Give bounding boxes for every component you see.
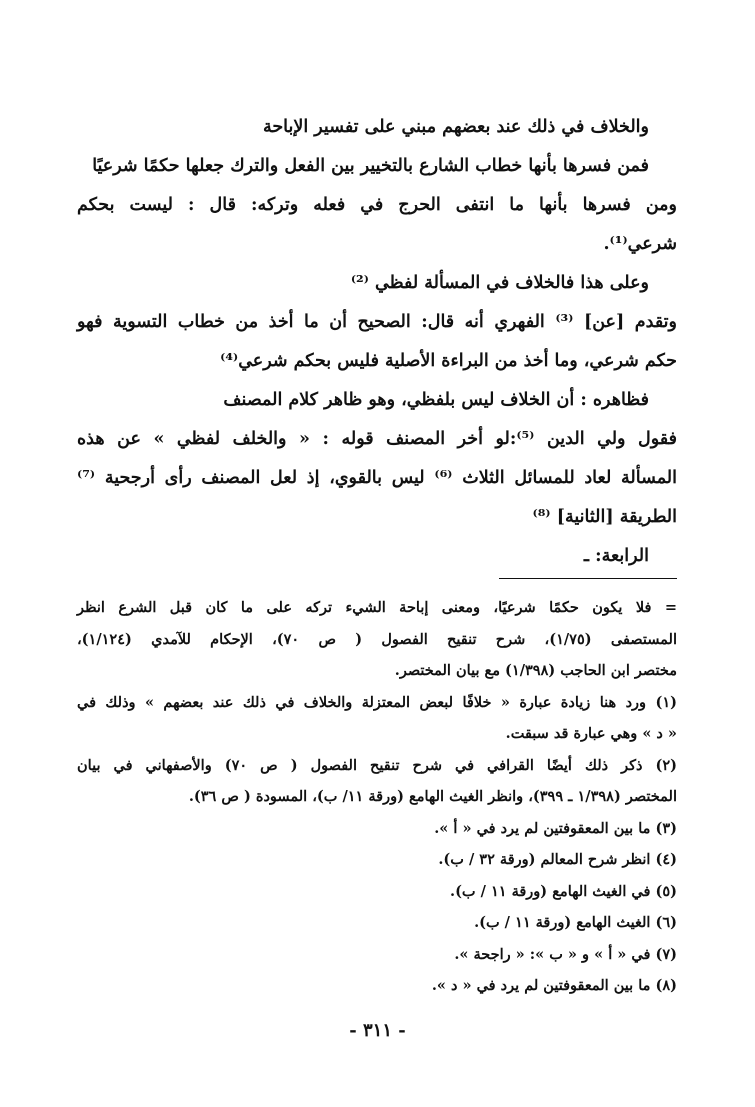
footnote-line: (٣) ما بين المعقوفتين لم يرد في « أ ».	[434, 819, 677, 837]
footnote-line: (٥) في الغيث الهامع (ورقة ١١ / ب).	[450, 882, 677, 900]
footnote-line: المستصفى (١/٧٥)، شرح تنقيح الفصول ( ص ٧٠)، الإحكام للآمدي (١/١٢٤)،	[77, 630, 678, 648]
main-line: حكم شرعي، وما أخذ من البراءة الأصلية فليس بحكم شرعي⁽⁴⁾	[220, 351, 677, 371]
footnote-line: « د » وهي عبارة قد سبقت.	[505, 725, 677, 742]
footnotes	[77, 592, 677, 1002]
main-line: فقول ولي الدين ⁽⁵⁾:لو أخر المصنف قوله : « والخلف لفظي » عن هذه	[77, 429, 677, 449]
main-line: الطريقة [الثانية] ⁽⁸⁾	[532, 507, 677, 527]
main-line: المسألة لعاد للمسائل الثلاث ⁽⁶⁾ ليس بالقوي، إذ لعل المصنف رأى أرجحية ⁽⁷⁾	[77, 468, 678, 488]
main-line: فظاهره : أن الخلاف ليس بلفظي، وهو ظاهر كلام المصنف	[223, 390, 649, 410]
main-line: ومن فسرها بأنها ما انتفى الحرج في فعله وتركه: قال : ليست بحكم	[77, 195, 677, 215]
footnote-line: (٧) في « أ » و « ب »: « راجحة ».	[454, 945, 677, 963]
main-line: فمن فسرها بأنها خطاب الشارع بالتخيير بين الفعل والترك جعلها حكمًا شرعيًا	[92, 156, 649, 176]
footnote-line: = فلا يكون حكمًا شرعيًا، ومعنى إباحة الشيء تركه على ما كان قبل الشرع انظر	[77, 599, 677, 616]
footnote-line: (٢) ذكر ذلك أيضًا القرافي في شرح تنقيح الفصول ( ص ٧٠) والأصفهاني في بيان	[77, 756, 677, 774]
page-number: - ٣١١ -	[349, 1020, 406, 1041]
footnote-line: (٦) الغيث الهامع (ورقة ١١ / ب).	[474, 914, 677, 931]
main-line: وعلى هذا فالخلاف في المسألة لفظي ⁽²⁾	[350, 273, 649, 293]
footnote-line: (٨) ما بين المعقوفتين لم يرد في « د ».	[431, 977, 677, 994]
footnote-line: المختصر (١/٣٩٨ ـ ٣٩٩)، وانظر الغيث الهامع (ورقة ١١/ ب)، المسودة ( ص ٣٦).	[188, 788, 677, 805]
footnote-line: (٤) انظر شرح المعالم (ورقة ٣٢ / ب).	[438, 851, 677, 868]
footnote-line: (١) ورد هنا زيادة عبارة « خلافًا لبعض المعتزلة والخلاف في ذلك عند بعضهم » وذلك في	[77, 693, 677, 711]
section-heading: الرابعة: ـ	[583, 546, 649, 566]
main-line: وتقدم [عن] ⁽³⁾ الفهري أنه قال: الصحيح أن ما أخذ من خطاب التسوية فهو	[77, 312, 677, 332]
main-text	[77, 108, 677, 576]
footnote-line: مختصر ابن الحاجب (١/٣٩٨) مع بيان المختصر.	[394, 662, 677, 679]
footnote-separator	[499, 578, 677, 579]
main-line: شرعي⁽¹⁾.	[603, 234, 677, 254]
main-line: والخلاف في ذلك عند بعضهم مبني على تفسير الإباحة	[262, 117, 649, 137]
